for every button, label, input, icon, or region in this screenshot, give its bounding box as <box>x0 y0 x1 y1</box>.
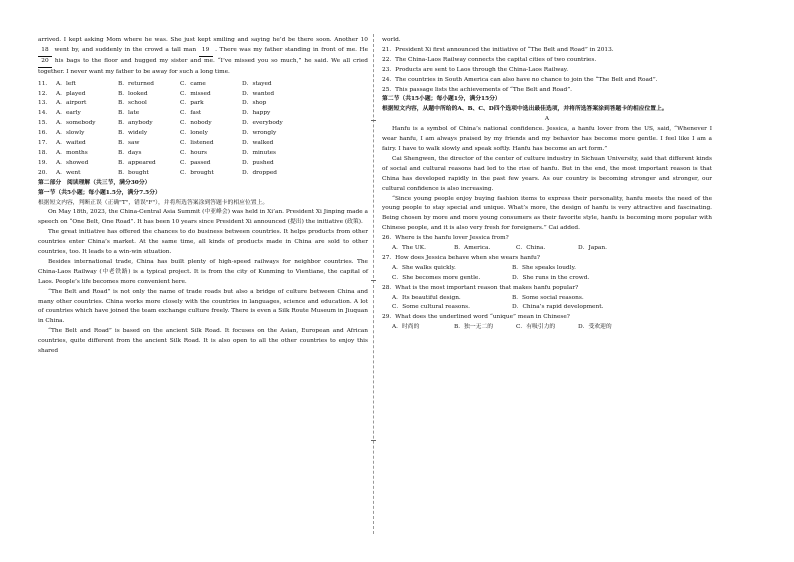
passage-paragraph: Besides international trade, China has built plenty of high-speed railways for neighbor countries. The China-Laos Railway (中老铁路) is a typical project. It is from the city of Kunming to Vientiane, the capital of Laos. People’s life becomes more convenient here. <box>38 258 368 285</box>
cloze-option-row <box>38 159 368 169</box>
option-d[interactable]: D．happy <box>242 110 271 117</box>
option-c[interactable]: C．She becomes more gentle. <box>392 274 481 281</box>
question-26-options <box>382 244 712 254</box>
true-false-item: 21．President Xi first announced the initiative of “The Belt and Road” in 2013. <box>382 46 614 53</box>
question-28: 28．What is the most important reason that makes hanfu popular? <box>382 284 579 291</box>
option-a[interactable]: A．The UK. <box>392 245 426 252</box>
text-run: . There was my father standing in front of me. He <box>215 46 369 53</box>
left-column <box>38 36 368 357</box>
option-b[interactable]: B．bought <box>118 169 149 176</box>
option-b[interactable]: B．late <box>118 110 140 117</box>
question-number: 15． <box>38 120 52 127</box>
option-b[interactable]: B．She speaks loudly. <box>512 264 576 271</box>
option-b[interactable]: B．widely <box>118 130 148 137</box>
option-d[interactable]: D．pushed <box>242 159 274 166</box>
option-c[interactable]: C．park <box>180 100 204 107</box>
cloze-option-row <box>38 169 368 179</box>
option-c[interactable]: C．nobody <box>180 120 212 127</box>
option-a[interactable]: A．played <box>56 90 86 97</box>
section2-title: 第二节（共15小题；每小题1分，满分15分） <box>382 96 501 103</box>
question-number: 17． <box>38 140 52 147</box>
option-c[interactable]: C．came <box>180 80 206 87</box>
question-27-options <box>382 274 712 284</box>
option-b[interactable]: B．独一无二的 <box>454 324 494 331</box>
question-29: 29．What does the underlined word “unique” mean in Chinese? <box>382 314 570 321</box>
option-b[interactable]: B．days <box>118 149 142 156</box>
option-a[interactable]: A．somebody <box>56 120 96 127</box>
option-d[interactable]: D．stayed <box>242 80 272 87</box>
option-a[interactable]: A．时尚的 <box>392 324 420 331</box>
true-false-item: 22．The China-Laos Railway connects the capital cities of two countries. <box>382 56 597 63</box>
cloze-option-row <box>38 109 368 119</box>
question-27-options <box>382 264 712 274</box>
cloze-passage-end <box>38 36 368 78</box>
option-b[interactable]: B．anybody <box>118 120 153 127</box>
true-false-list <box>382 46 712 96</box>
question-28-options <box>382 303 712 313</box>
option-b[interactable]: B．school <box>118 100 147 107</box>
option-c[interactable]: C．listened <box>180 140 214 147</box>
option-d[interactable]: D．dropped <box>242 169 277 176</box>
cloze-option-row <box>38 90 368 100</box>
option-c[interactable]: C．fast <box>180 110 202 117</box>
option-a[interactable]: A．left <box>56 80 76 87</box>
option-c[interactable]: C．Some cultural reasons. <box>392 304 470 311</box>
passage-paragraph: “Since young people enjoy buying fashion items to express their personality, hanfu meets the need of the young people to stay special and unique. What’s more, the design of hanfu is very attractive and fascinating. Being chosen by more and more young consumers as their favorite style, hanfu is becoming more popular with Chinese people, and it is also very fresh for foreigners.” Cai added. <box>382 195 712 232</box>
option-d[interactable]: D．China’s rapid development. <box>512 304 604 311</box>
blank-20: 20 <box>38 57 52 68</box>
question-number: 20． <box>38 169 52 176</box>
passage-paragraph: Hanfu is a symbol of China’s national confidence. Jessica, a hanfu lover from the US, said, “Whenever I wear hanfu, I am always praised by my friends and my behavior has become more gentle. I feel like I am a fairy. I have to walk slowly and speak softly. Hanfu has become an art form.” <box>382 126 712 152</box>
question-number: 12． <box>38 90 52 97</box>
blank-19: 19 <box>199 46 213 57</box>
passage-continuation: world. <box>382 37 401 43</box>
option-c[interactable]: C．lonely <box>180 130 208 137</box>
part2-title: 第二部分 阅读理解（共三节，满分30分） <box>38 179 151 186</box>
option-b[interactable]: B．looked <box>118 90 148 97</box>
option-c[interactable]: C．China. <box>516 245 546 252</box>
option-b[interactable]: B．appeared <box>118 159 156 166</box>
true-false-item: 23．Products are sent to Laos through the China-Laos Railway. <box>382 66 569 73</box>
passage-letter: A <box>544 116 550 123</box>
question-26: 26．Where is the hanfu lover Jessica from? <box>382 235 509 242</box>
question-number: 13． <box>38 100 52 107</box>
column-divider <box>373 34 374 534</box>
option-a[interactable]: A．slowly <box>56 130 85 137</box>
cloze-options-list <box>38 80 368 179</box>
true-false-item: 24．The countries in South America can also have no chance to join the “The Belt and Road”. <box>382 76 658 83</box>
option-c[interactable]: C．passed <box>180 159 211 166</box>
option-a[interactable]: A．airport <box>56 100 87 107</box>
question-number: 11． <box>38 80 52 87</box>
option-a[interactable]: A．went <box>56 169 81 176</box>
text-run: arrived. I kept asking Mom where he was. She just kept smiling and saying he’d be there soon. Another 10 <box>38 37 368 43</box>
option-a[interactable]: A．Its beautiful design. <box>392 294 461 301</box>
passage-paragraph: “The Belt and Road” is not only the name of trade roads but also a bridge of culture between China and many other countries. China works more closely with the countries in languages, science and education. A lot of countries which have joined the team exchange culture freely. There is even a Silk Route Museum in Jiuquan in China. <box>38 288 368 325</box>
question-number: 16． <box>38 130 52 137</box>
question-27: 27．How does Jessica behave when she wears hanfu? <box>382 254 540 261</box>
option-d[interactable]: D．受欢迎的 <box>578 324 612 331</box>
option-d[interactable]: D．shop <box>242 100 267 107</box>
cloze-option-row <box>38 99 368 109</box>
passage-paragraph: On May 18th, 2023, the China-Central Asia Summit (中亚峰会) was held in Xi’an. President Xi Jinping made a speech on “One Belt, One Road”. It has been 10 years since President Xi announced (提出) the initiative (政策). <box>38 209 368 226</box>
question-number: 14． <box>38 110 52 117</box>
binding-tick <box>371 280 376 281</box>
option-d[interactable]: D．minutes <box>242 149 276 156</box>
option-a[interactable]: A．months <box>56 149 88 156</box>
question-28-options <box>382 294 712 304</box>
cloze-option-row <box>38 149 368 159</box>
option-a[interactable]: A．early <box>56 110 81 117</box>
passage-paragraph: The great initiative has offered the chances to do business between countries. It helps products from other countries enter China’s market. At the same time, all kinds of products made in China are sold to other countries, too. It leads to a win-win situation. <box>38 229 368 256</box>
option-c[interactable]: C．missed <box>180 90 211 97</box>
option-d[interactable]: D．wrongly <box>242 130 277 137</box>
option-d[interactable]: D．walked <box>242 140 274 147</box>
right-column <box>382 36 712 333</box>
passage-paragraph: Cai Shengwen, the director of the center of culture industry in Sichuan University, said that different kinds of social and cultural reasons had led to the rise of hanfu. But in the end, the most important reason is that China has developed rapidly in the past few years. As our country is becoming stronger and stronger, our cultural confidence is also increasing. <box>382 155 712 192</box>
question-29-options <box>382 323 712 333</box>
option-d[interactable]: D．everybody <box>242 120 283 127</box>
option-b[interactable]: B．saw <box>118 140 140 147</box>
option-d[interactable]: D．Japan. <box>578 245 607 252</box>
option-b[interactable]: B．America. <box>454 245 491 252</box>
question-number: 19． <box>38 159 52 166</box>
text-run: went by, and suddenly in the crowd a tall man <box>54 46 197 53</box>
option-a[interactable]: A．She walks quickly. <box>392 264 456 271</box>
true-false-item: 25．This passage lists the achievements of “The Belt and Road”. <box>382 86 573 93</box>
cloze-option-row <box>38 119 368 129</box>
blank-18: 18 <box>38 46 52 57</box>
binding-tick <box>371 440 376 441</box>
passage-paragraph: “The Belt and Road” is based on the ancient Silk Road. It focuses on the Asian, European and African countries, quite different from the ancient Silk Road. It is also open to all the other countries to enjoy this shared <box>38 328 368 355</box>
text-run: his bags to the floor and hugged my sister and me. “I’ve missed you so much,” he said. We all cried together. I never want my father to be away for such a long time. <box>38 57 368 75</box>
cloze-option-row <box>38 129 368 139</box>
option-d[interactable]: D．wanted <box>242 90 275 97</box>
option-a[interactable]: A．showed <box>56 159 89 166</box>
option-c[interactable]: C．hours <box>180 149 207 156</box>
binding-tick <box>371 120 376 121</box>
question-number: 18． <box>38 149 52 156</box>
option-a[interactable]: A．waited <box>56 140 86 147</box>
option-c[interactable]: C．brought <box>180 169 214 176</box>
section1-title: 第一节（共5小题；每小题1.5分，满分7.5分） <box>38 189 161 196</box>
section1-instruction: 根据短文内容，判断正误（正确"T"，错误"F"），并将所选答案涂到答题卡的相应位置上。 <box>38 199 269 206</box>
cloze-option-row <box>38 80 368 90</box>
option-d[interactable]: D．She runs in the crowd. <box>512 274 590 281</box>
option-b[interactable]: B．returned <box>118 80 154 87</box>
option-c[interactable]: C．有吸引力的 <box>516 324 556 331</box>
section2-instruction: 根据短文内容，从题中所给的A、B、C、D四个选项中选出最佳选项，并将所选答案涂到答题卡的相应位置上。 <box>382 106 668 113</box>
cloze-option-row <box>38 139 368 149</box>
option-b[interactable]: B．Some social reasons. <box>512 294 584 301</box>
